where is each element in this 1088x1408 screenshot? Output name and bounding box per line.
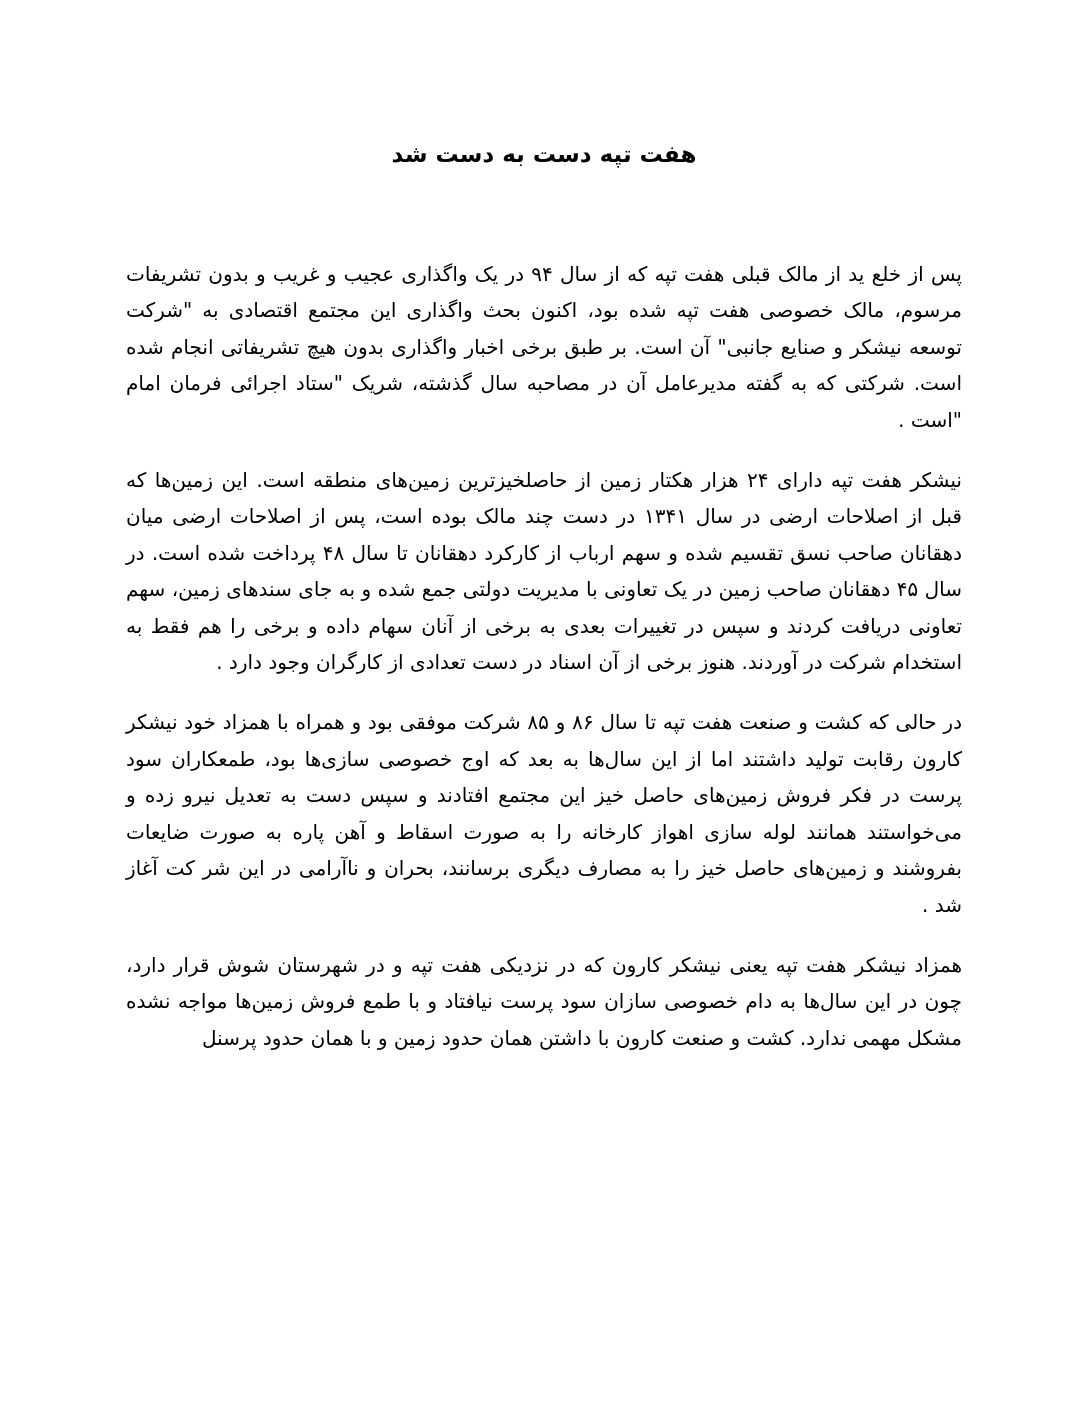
- paragraph-2: نیشکر هفت تپه دارای ۲۴ هزار هکتار زمین از حاصلخیزترین زمین‌های منطقه است. این زمین‌ها که قبل از اصلاحات ارضی در سال ۱۳۴۱ در دست چند مالک بوده است، پس از اصلاحات ارضی میان دهقانان صاحب نسق تقسیم شده و سهم ارباب از کارکرد دهقانان تا سال ۴۸ پرداخت شده است. در سال ۴۵ دهقانان صاحب زمین در یک تعاونی با مدیریت دولتی جمع شده و به جای سندهای زمین، سهم تعاونی دریافت کردند و سپس در تغییرات بعدی به برخی از آنان سهام داده و برخی را هم فقط به استخدام شرکت در آوردند. هنوز برخی از آن اسناد در دست تعدادی از کارگران وجود دارد .: [126, 468, 962, 675]
- paragraph-3: در حالی که کشت و صنعت هفت تپه تا سال ۸۶ و ۸۵ شرکت موفقی بود و همراه با همزاد خود نیشکر کارون رقابت تولید داشتند اما از این سال‌ها به بعد که اوج خصوصی سازی‌ها بود، طمعکاران سود پرست در فکر فروش زمین‌های حاصل خیز این مجتمع افتادند و سپس دست به تعدیل نیرو زده و می‌خواستند همانند لوله سازی اهواز کارخانه را به صورت اسقاط و آهن پاره به صورت ضایعات بفروشند و زمین‌های حاصل خیز را به مصارف دیگری برسانند، بحران و ناآرامی در این شر کت آغاز شد .: [126, 710, 962, 917]
- document-title: هفت تپه دست به دست شد: [391, 142, 697, 168]
- paragraph-4: همزاد نیشکر هفت تپه یعنی نیشکر کارون که در نزدیکی هفت تپه و در شهرستان شوش قرار دارد، چون در این سال‌ها به دام خصوصی سازان سود پرست نیافتاد و با طمع فروش زمین‌ها مواجه نشده مشکل مهمی ندارد. کشت و صنعت کارون با داشتن همان حدود زمین و با همان حدود پرسنل: [126, 952, 962, 1050]
- document-page: [126, 138, 962, 1056]
- paragraph-1: پس از خلع ید از مالک قبلی هفت تپه که از سال ۹۴ در یک واگذاری عجیب و غریب و بدون تشریفات مرسوم، مالک خصوصی هفت تپه شده بود، اکنون بحث واگذاری این مجتمع اقتصادی به "شرکت توسعه نیشکر و صنایع جانبی" آن است. بر طبق برخی اخبار واگذاری بدون هیچ تشریفاتی انجام شده است. شرکتی که به گفته مدیرعامل آن در مصاحبه سال گذشته، شریک "ستاد اجرائی فرمان امام "است .: [126, 262, 963, 432]
